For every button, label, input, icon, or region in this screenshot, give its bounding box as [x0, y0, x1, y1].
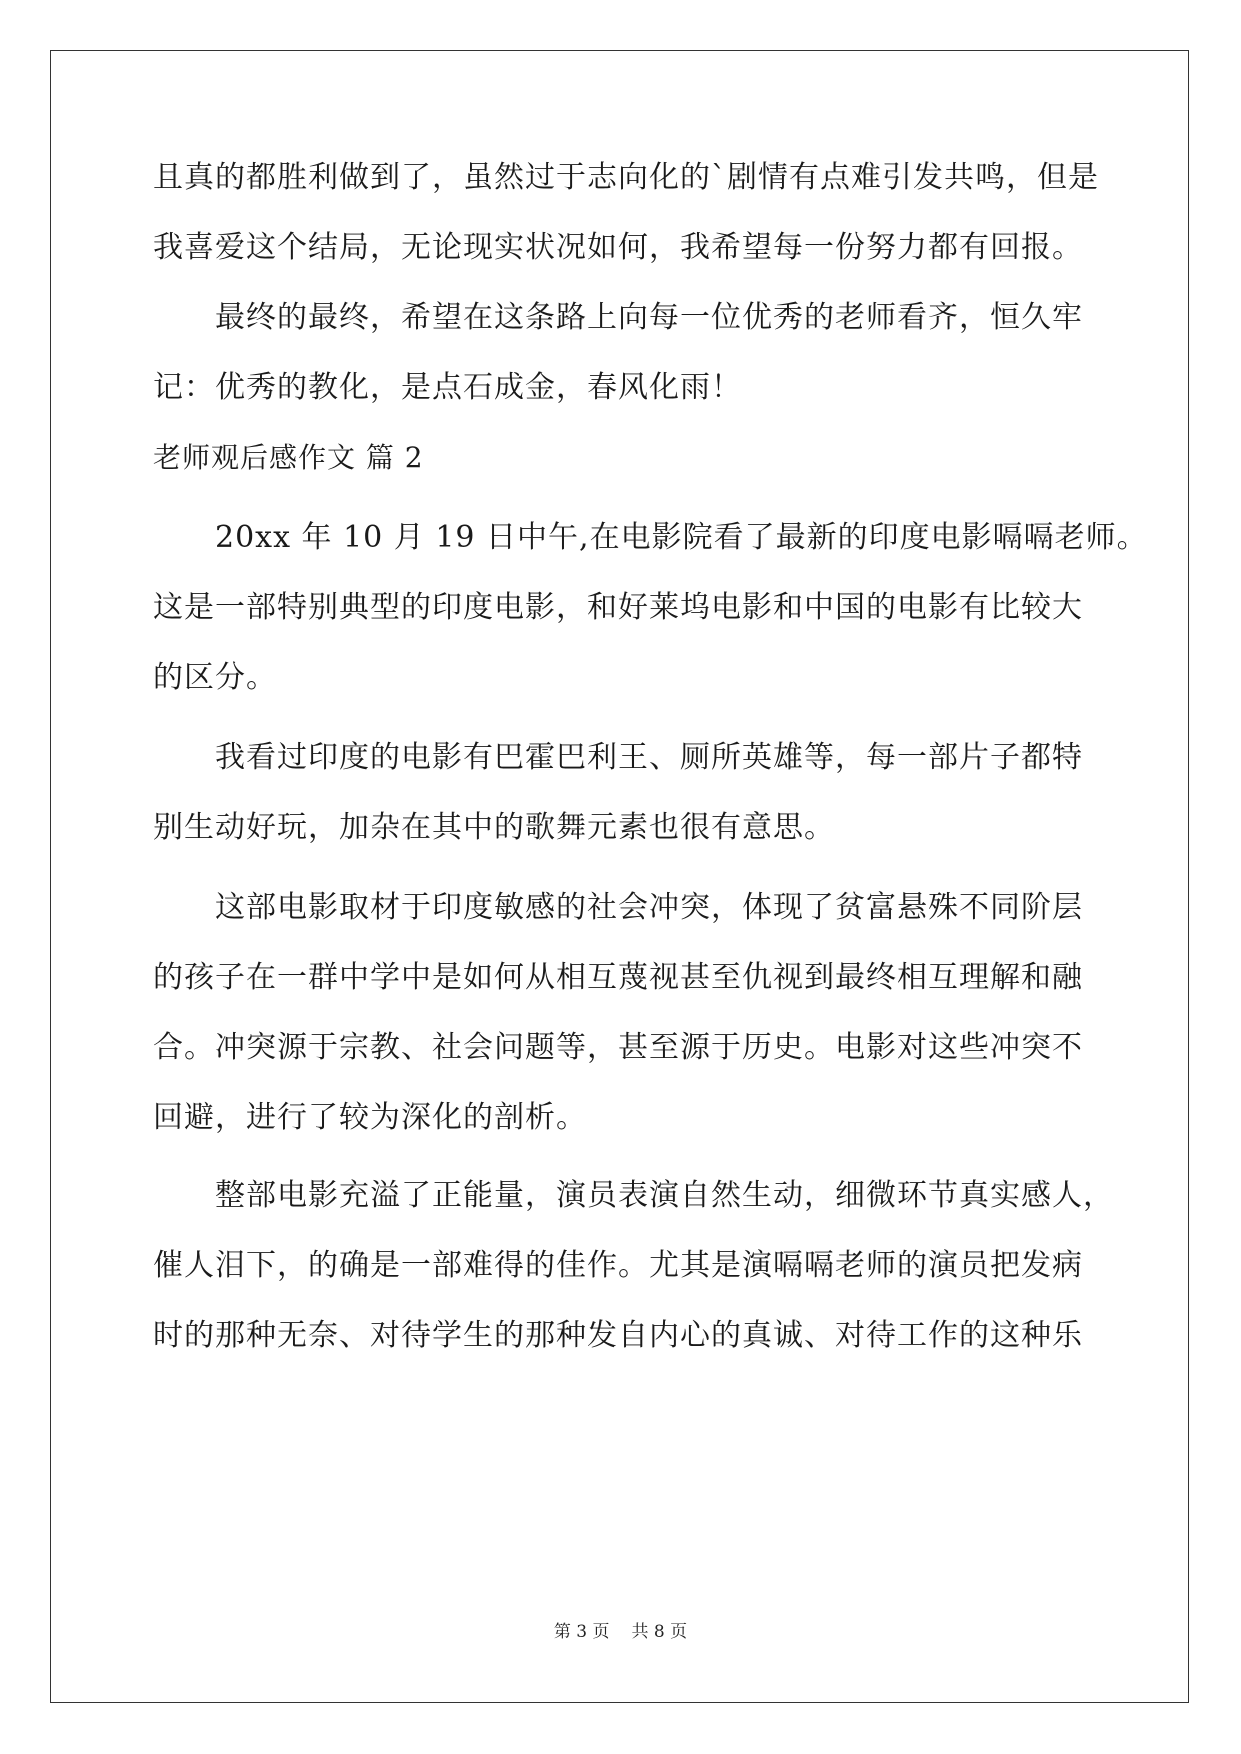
- paragraph-line: 我喜爱这个结局，无论现实状况如何，我希望每一份努力都有回报。: [153, 230, 1083, 265]
- paragraph-line: 催人泪下，的确是一部难得的佳作。尤其是演嗝嗝老师的演员把发病: [153, 1248, 1083, 1283]
- paragraph-line: 且真的都胜利做到了，虽然过于志向化的`剧情有点难引发共鸣，但是: [153, 160, 1099, 195]
- paragraph-line: 最终的最终，希望在这条路上向每一位优秀的老师看齐，恒久牢: [215, 300, 1083, 335]
- paragraph-line: 我看过印度的电影有巴霍巴利王、厕所英雄等，每一部片子都特: [215, 740, 1083, 775]
- paragraph-line: 这部电影取材于印度敏感的社会冲突，体现了贫富悬殊不同阶层: [215, 890, 1083, 925]
- page-number-current: 第 3 页: [553, 1622, 610, 1642]
- paragraph-line: 合。冲突源于宗教、社会问题等，甚至源于历史。电影对这些冲突不: [153, 1030, 1083, 1065]
- paragraph-line: 20xx 年 10 月 19 日中午,在电影院看了最新的印度电影嗝嗝老师。: [215, 520, 1148, 555]
- paragraph-line: 记：优秀的教化，是点石成金，春风化雨！: [153, 370, 742, 405]
- paragraph-line: 的孩子在一群中学中是如何从相互蔑视甚至仇视到最终相互理解和融: [153, 960, 1083, 995]
- paragraph-line: 整部电影充溢了正能量，演员表演自然生动，细微环节真实感人，: [215, 1178, 1114, 1213]
- paragraph-line: 时的那种无奈、对待学生的那种发自内心的真诚、对待工作的这种乐: [153, 1318, 1083, 1353]
- paragraph-line: 别生动好玩，加杂在其中的歌舞元素也很有意思。: [153, 810, 835, 845]
- page-number-total: 共 8 页: [631, 1622, 688, 1642]
- paragraph-line: 回避，进行了较为深化的剖析。: [153, 1100, 587, 1135]
- paragraph-line: 的区分。: [153, 660, 277, 695]
- section-heading: 老师观后感作文 篇 2: [153, 441, 424, 474]
- page-footer: [0, 1620, 1241, 1644]
- paragraph-line: 这是一部特别典型的印度电影，和好莱坞电影和中国的电影有比较大: [153, 590, 1083, 625]
